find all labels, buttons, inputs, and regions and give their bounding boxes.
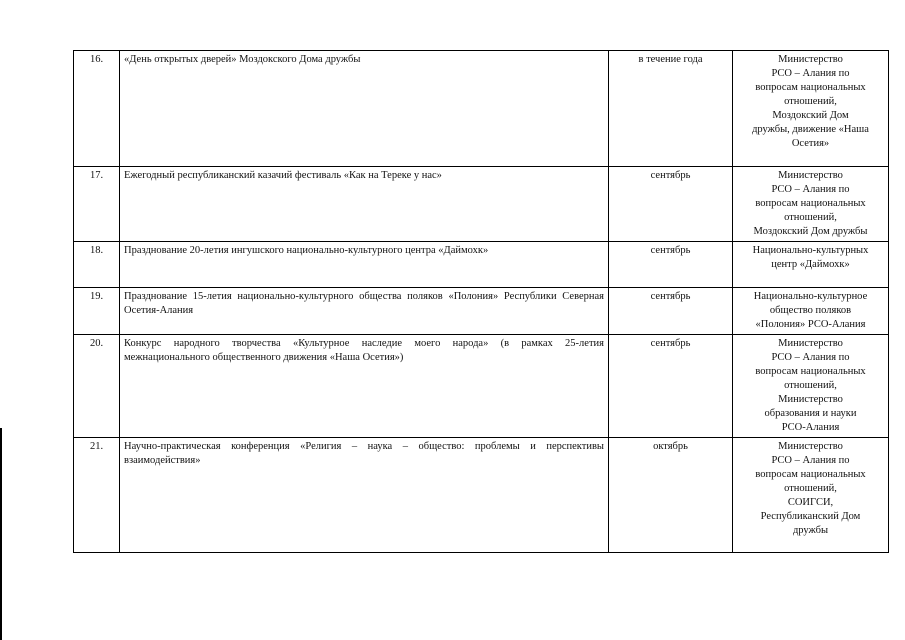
- responsible-line: РСО-Алания: [781, 422, 840, 433]
- responsible-cell: [733, 167, 889, 242]
- responsible-line: Национально-культурных: [752, 245, 869, 256]
- events-table: [73, 50, 889, 553]
- row-number: 21.: [74, 438, 120, 553]
- responsible-line: образования и науки: [764, 408, 857, 419]
- responsible-line: центр «Даймохк»: [771, 259, 850, 270]
- responsible-line: общество поляков: [769, 305, 852, 316]
- responsible-cell: [733, 335, 889, 438]
- event-date: сентябрь: [609, 288, 733, 335]
- responsible-cell: [733, 51, 889, 167]
- responsible-line: Национально-культурное: [753, 291, 868, 302]
- event-date: сентябрь: [609, 167, 733, 242]
- responsible-line: отношений,: [784, 96, 837, 107]
- event-date: в течение года: [609, 51, 733, 167]
- responsible-line: дружбы, движение «Наша: [752, 124, 869, 135]
- responsible-line: отношений,: [784, 380, 837, 391]
- event-title: Празднование 20-летия ингушского национально-культурного центра «Даймохк»: [120, 242, 609, 288]
- responsible-line: Министерство: [778, 394, 843, 405]
- table-row: [74, 167, 889, 242]
- responsible-cell: [733, 438, 889, 553]
- table-row: [74, 51, 889, 167]
- responsible-line: отношений,: [784, 483, 837, 494]
- event-title: Ежегодный республиканский казачий фестиваль «Как на Тереке у нас»: [120, 167, 609, 242]
- responsible-line: дружбы: [792, 525, 829, 536]
- row-number: 20.: [74, 335, 120, 438]
- responsible-line: Республиканский Дом: [760, 511, 861, 522]
- responsible-line: РСО – Алания по: [771, 455, 850, 466]
- responsible-line: Министерство: [778, 338, 843, 349]
- responsible-cell: [733, 242, 889, 288]
- responsible-line: Министерство: [778, 170, 843, 181]
- event-title: Конкурс народного творчества «Культурное наследие моего народа» (в рамках 25-летия межнационального общественного движения «Наша Осетия»): [120, 335, 609, 438]
- event-title: Празднование 15-летия национально-культурного общества поляков «Полония» Республики Северная Осетия-Алания: [120, 288, 609, 335]
- responsible-line: Осетия»: [791, 138, 830, 149]
- responsible-line: РСО – Алания по: [771, 184, 850, 195]
- event-date: сентябрь: [609, 242, 733, 288]
- table-row: [74, 288, 889, 335]
- responsible-cell: [733, 288, 889, 335]
- responsible-line: РСО – Алания по: [771, 352, 850, 363]
- responsible-line: вопросам национальных: [755, 469, 866, 480]
- responsible-line: СОИГСИ,: [787, 497, 834, 508]
- event-title: Научно-практическая конференция «Религия – наука – общество: проблемы и перспективы взаимодействия»: [120, 438, 609, 553]
- responsible-line: вопросам национальных: [755, 366, 866, 377]
- responsible-line: Министерство: [778, 54, 843, 65]
- responsible-line: вопросам национальных: [755, 82, 866, 93]
- table-row: [74, 242, 889, 288]
- responsible-line: Министерство: [778, 441, 843, 452]
- responsible-line: Моздокский Дом: [772, 110, 849, 121]
- event-date: сентябрь: [609, 335, 733, 438]
- table-row: [74, 438, 889, 553]
- row-number: 18.: [74, 242, 120, 288]
- row-number: 19.: [74, 288, 120, 335]
- responsible-line: РСО – Алания по: [771, 68, 850, 79]
- responsible-line: отношений,: [784, 212, 837, 223]
- left-margin-line: [0, 428, 2, 640]
- row-number: 16.: [74, 51, 120, 167]
- event-date: октябрь: [609, 438, 733, 553]
- table-row: [74, 335, 889, 438]
- responsible-line: Моздокский Дом дружбы: [753, 226, 868, 237]
- event-title: «День открытых дверей» Моздокского Дома дружбы: [120, 51, 609, 167]
- responsible-line: вопросам национальных: [755, 198, 866, 209]
- responsible-line: «Полония» РСО-Алания: [755, 319, 866, 330]
- row-number: 17.: [74, 167, 120, 242]
